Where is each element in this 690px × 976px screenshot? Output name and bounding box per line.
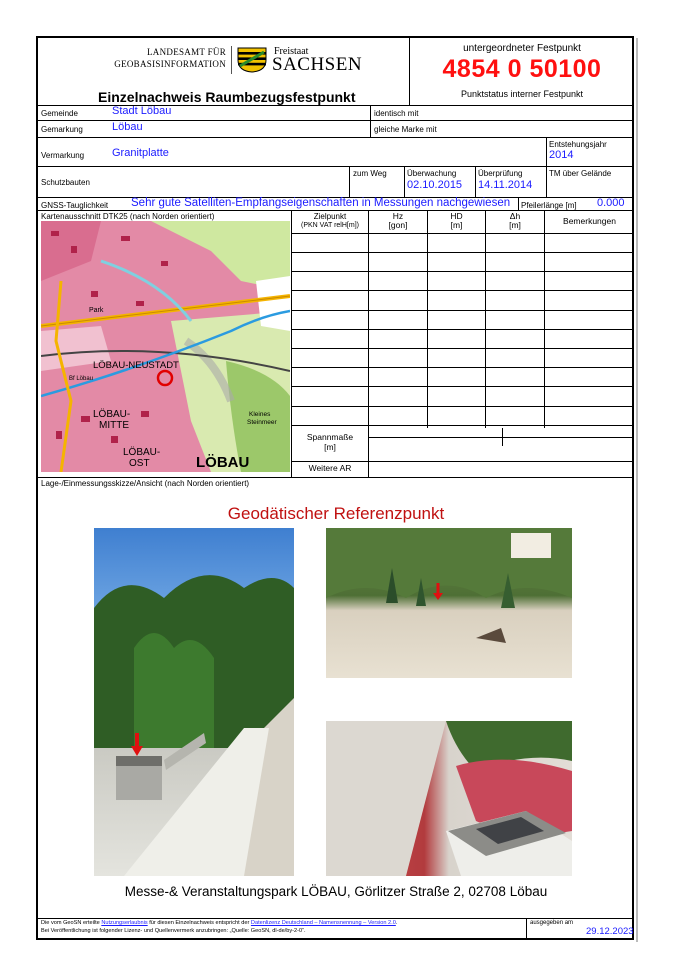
nutzungserlaubnis-link[interactable]: Nutzungserlaubnis (101, 920, 148, 926)
schutzbauten-label: Schutzbauten (41, 178, 90, 187)
grid-row-line (291, 425, 634, 426)
col-line (546, 137, 547, 197)
doc-title: Einzelnachweis Raumbezugsfestpunkt (98, 89, 356, 105)
grid-row-line (368, 437, 634, 438)
col-hz-unit: [gon] (388, 220, 408, 230)
spannmasse-unit: [m] (324, 442, 336, 452)
logo-divider (231, 46, 232, 74)
zum-weg-label: zum Weg (353, 169, 387, 178)
entstehungsjahr-label: Entstehungsjahr (549, 140, 607, 149)
grid-row-line (291, 406, 634, 407)
grid-col-line (368, 210, 369, 428)
map-label-park: Park (89, 307, 104, 314)
gnss-value: Sehr gute Satelliten-Empfangseigenschaften in Messungen nachgewiesen (131, 197, 511, 209)
col-dh-title: Δh (509, 211, 521, 221)
map-label-ost-1: LÖBAU- (123, 447, 161, 458)
grid-col-line (485, 210, 486, 428)
agency-name-line1: LANDESAMT FÜR (147, 47, 226, 57)
grid-row-line (291, 233, 634, 234)
grid-col-line (544, 210, 545, 428)
row-line (38, 137, 634, 138)
state-small-label: Freistaat (274, 46, 309, 57)
grid-col-line (368, 428, 369, 477)
footer-line1-a: Die vom GeoSN erteilte (41, 920, 100, 926)
pfeiler-label: Pfeilerlänge [m] (521, 201, 577, 210)
spannmasse-label (292, 432, 368, 452)
point-status: Punktstatus interner Festpunkt (460, 89, 584, 99)
document-page (36, 36, 634, 940)
map-label-steinmeer-1: Kleines (249, 411, 271, 418)
row-line (38, 477, 634, 478)
entstehungsjahr-value: 2014 (549, 149, 574, 161)
weitere-ar-label: Weitere AR (308, 463, 352, 473)
map-label-bf: Bf Löbau (69, 376, 94, 382)
col-hd-title: HD (450, 211, 463, 221)
grid-row-line (291, 386, 634, 387)
grid-row-line (291, 348, 634, 349)
grid-col-line (427, 210, 428, 428)
gemarkung-label: Gemarkung (41, 125, 83, 134)
photo-marker-closeup (326, 721, 572, 876)
vermarkung-value: Granitplatte (112, 147, 169, 159)
map-label-mitte-1: LÖBAU- (93, 409, 131, 420)
map-label-ost-2: OST (129, 458, 150, 469)
footer-line1 (41, 920, 397, 926)
col-line (349, 166, 350, 197)
issued-label: ausgegeben am (530, 920, 574, 926)
map-label-neustadt: LÖBAU-NEUSTADT (93, 360, 179, 371)
col-hz-title: Hz (392, 211, 404, 221)
col-line (475, 166, 476, 197)
col-hd-unit: [m] (450, 220, 463, 230)
footer-line1-b: für diesen Einzelnachweis entspricht der (149, 920, 250, 926)
col-line (370, 105, 371, 137)
col-line (518, 197, 519, 210)
ueberwachung-label: Überwachung (407, 169, 457, 178)
col-dh-header (486, 212, 544, 230)
pfeiler-value: 0.000 (597, 197, 625, 209)
footer-line1-c: . (395, 920, 398, 926)
gleiche-marke-label: gleiche Marke mit (374, 125, 437, 134)
footer-line2: Bei Veröffentlichung ist folgender Lizenz- und Quellenvermerk anzubringen: „Quelle: GeoSN, dl-de/by-2-0“. (41, 928, 306, 934)
gemeinde-value: Stadt Löbau (112, 105, 172, 117)
grid-row-line (291, 310, 634, 311)
datenlizenz-link[interactable]: Datenlizenz Deutschland – Namensnennung – Version 2.0 (250, 920, 396, 926)
photo-1-drawing (94, 528, 294, 876)
point-number: 4854 0 50100 (442, 55, 602, 83)
spannmasse-title: Spannmaße (306, 432, 354, 442)
saxony-coat-of-arms-icon (237, 47, 267, 73)
col-line (404, 166, 405, 197)
sketch-caption: Lage-/Einmessungsskizze/Ansicht (nach Norden orientiert) (41, 479, 250, 488)
vermarkung-label: Vermarkung (41, 151, 85, 160)
sketch-title: Geodätischer Referenzpunkt (227, 504, 445, 523)
col-dh-unit: [m] (509, 220, 521, 230)
photo-garden-overview (326, 528, 572, 678)
col-bemerkungen-header: Bemerkungen (563, 216, 616, 226)
agency-logo-block (106, 47, 226, 69)
topographic-map (41, 221, 290, 472)
grid-row-line (291, 252, 634, 253)
col-zielpunkt-sub: (PKN VAT relH[m]) (301, 222, 359, 229)
photo-3-drawing (326, 721, 572, 876)
photo-path-with-marker (94, 528, 294, 876)
grid-row-line (291, 271, 634, 272)
agency-name-line2: GEOBASISINFORMATION (114, 59, 226, 69)
grid-row-line (291, 290, 634, 291)
photo-2-drawing (326, 528, 572, 678)
page-shadow (636, 38, 638, 942)
point-class: untergeordneter Festpunkt (463, 43, 581, 54)
grid-row-line (291, 367, 634, 368)
col-zielpunkt-header (292, 212, 368, 230)
ueberpruefung-label: Überprüfung (478, 169, 523, 178)
gnss-label: GNSS-Tauglichkeit (41, 201, 109, 210)
tm-label: TM über Gelände (549, 169, 612, 178)
ueberwachung-value: 02.10.2015 (407, 179, 463, 191)
ueberpruefung-value: 14.11.2014 (478, 179, 533, 191)
map-label-loebau: LÖBAU (196, 454, 250, 471)
identisch-label: identisch mit (374, 109, 419, 118)
footer-divider (526, 918, 527, 940)
map-label-mitte-2: MITTE (99, 420, 129, 431)
gemarkung-value: Löbau (112, 121, 143, 133)
col-hd-header (428, 212, 485, 230)
grid-row-line (291, 461, 634, 462)
issued-value: 29.12.2023 (586, 926, 634, 937)
row-line (38, 166, 634, 167)
gemeinde-label: Gemeinde (41, 109, 78, 118)
footer-line (38, 918, 634, 919)
col-zielpunkt-title: Zielpunkt (313, 212, 347, 221)
sketch-address: Messe-& Veranstaltungspark LÖBAU, Görlitzer Straße 2, 02708 Löbau (124, 884, 548, 899)
map-label-steinmeer-2: Steinmeer (247, 419, 277, 426)
state-big-label: SACHSEN (272, 54, 363, 75)
col-hz-header (369, 212, 427, 230)
map-caption: Kartenausschnitt DTK25 (nach Norden orientiert) (41, 212, 215, 221)
grid-row-line (291, 329, 634, 330)
